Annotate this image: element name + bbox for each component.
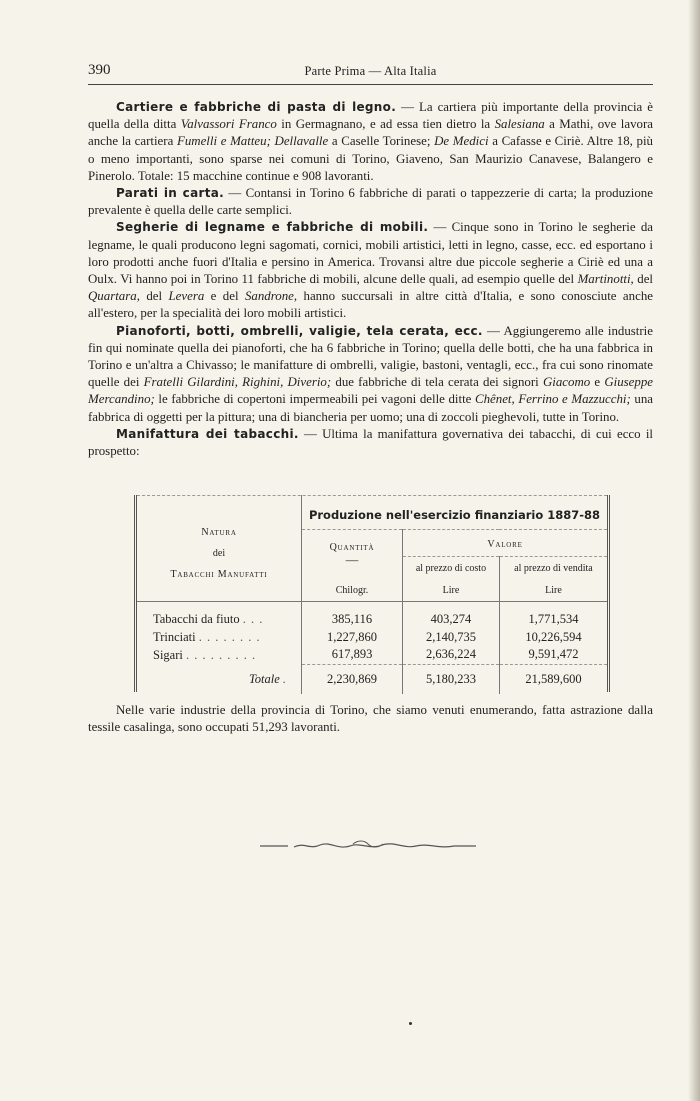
italic-name: Martinotti, <box>577 272 634 287</box>
paragraph-text: — Contansi in Torino 6 fabbriche di parati o tappezzerie di carta; la produzione prevalente è quella delle carte semplici. <box>88 186 653 218</box>
row-sale-value: 10,226,594 <box>525 629 582 644</box>
paragraph-text: e <box>590 375 605 390</box>
page-number: 390 <box>88 62 111 78</box>
nature-header: Natura <box>201 526 237 538</box>
table-row <box>137 646 607 664</box>
sale-header-text: al prezzo di vendita <box>514 562 593 574</box>
closing-paragraph <box>88 702 653 736</box>
print-speck <box>409 1022 412 1025</box>
cost-header <box>403 557 500 580</box>
paragraph <box>88 185 653 219</box>
section-title: Parati in carta. <box>116 186 224 201</box>
running-title: Parte Prima — Alta Italia <box>304 64 437 78</box>
row-leader: . . . . . . . . <box>198 629 261 644</box>
total-label: Totale <box>248 671 280 686</box>
closing-paragraph-text: Nelle varie industrie della provincia di Torino, che siamo venuti enumerando, fatta astrazione dalla tessile casalinga, sono occupati 51,293 lavoranti. <box>88 703 653 735</box>
italic-name: Valvassori Franco <box>180 117 277 132</box>
paragraph-text: una fabbrica di oggetti per la pittura; una di biancheria per uomo; una di zoccoli pieghevoli, tutte in Torino. <box>88 392 653 424</box>
total-leader: . <box>282 671 287 686</box>
quantity-dash: — <box>345 552 359 567</box>
section-title: Pianoforti, botti, ombrelli, valigie, tela cerata, ecc. <box>116 323 483 338</box>
unit-lire-sale: Lire <box>545 584 562 596</box>
page-header <box>88 62 653 85</box>
decorative-ornament <box>258 838 478 852</box>
row-label: Tabacchi da fiuto <box>153 611 240 626</box>
row-sale-value: 9,591,472 <box>528 647 579 662</box>
row-cost-value: 2,140,735 <box>403 628 500 646</box>
paragraph-text: due fabbriche di tela cerata dei signori <box>331 375 543 390</box>
paragraph-text: a Mathi, ove lavora anche la cartiera <box>88 117 653 149</box>
paragraph <box>88 323 653 426</box>
paragraph-text: e del <box>204 289 245 304</box>
unit-lire-cost: Lire <box>403 579 500 602</box>
paragraph-text: — La cartiera più importante della provincia è quella della ditta <box>88 100 653 132</box>
production-title-cell <box>302 495 608 530</box>
nature-header-cell <box>137 495 302 602</box>
total-qty: 2,230,869 <box>302 664 403 694</box>
section-title: Manifattura dei tabacchi. <box>116 426 299 441</box>
total-label-cell <box>137 664 302 694</box>
italic-name: Quartara, <box>88 289 140 304</box>
paragraph <box>88 219 653 322</box>
italic-name: Sandrone, <box>244 289 298 304</box>
sale-header <box>499 557 607 580</box>
paragraph <box>88 426 653 460</box>
italic-name: Giuseppe Mercandino; <box>88 375 654 407</box>
paragraph-text: a Caselle Torinese; <box>328 134 435 149</box>
row-quantity: 385,116 <box>302 602 403 629</box>
total-cost: 5,180,233 <box>403 664 500 694</box>
row-label-cell <box>137 628 302 646</box>
paragraph-text: — Aggiungeremo alle industrie fin qui nominate quella dei pianoforti, che ha 6 fabbriche in Torino; quella delle botti, che ha una fabbrica in Torino e un'altra a Chivasso; le manifatture di ombrelli, valigie, bastoni, ventagli, ecc., fra cui sono rinomate quelle dei <box>88 323 653 390</box>
italic-name: Giacomo <box>542 375 591 390</box>
nature-header-sub: Tabacchi Manufatti <box>170 568 268 580</box>
section-title: Segherie di legname e fabbriche di mobili. <box>116 220 429 235</box>
italic-name: Fratelli Gilardini, Righini, Diverio; <box>143 375 332 390</box>
tobacco-production-table <box>134 495 610 692</box>
production-title: Produzione nell'esercizio finanziario 1887-88 <box>308 508 601 522</box>
nature-header-dei: dei <box>212 547 226 559</box>
italic-name: Chênet, Ferrino e Mazzucchi; <box>475 392 631 407</box>
section-title: Cartiere e fabbriche di pasta di legno. <box>116 100 397 114</box>
row-quantity: 1,227,860 <box>302 628 403 646</box>
table-row <box>137 628 607 646</box>
paragraph-text: — Cinque sono in Torino le segherie da legname, le quali producono legni sagomati, cornici, mobili artistici, letti in legno, casse, ecc. ed esportano i loro prodotti anche fuori d'Italia e persino in America. Trovansi altre due piccole segherie a Ciriè ed una a Oulx. Vi hanno poi in Torino 11 fabbriche di mobili, alcune delle quali, ad esempio quelle del <box>88 220 653 287</box>
row-leader: . . . <box>242 611 264 626</box>
paragraph-text: del <box>633 272 653 287</box>
quantity-header-cell <box>302 530 403 580</box>
value-header: Valore <box>487 538 523 550</box>
paragraph-text: le fabbriche di copertoni impermeabili pei vagoni delle ditte <box>154 392 475 407</box>
italic-name: De Medici <box>434 134 489 149</box>
italic-name: Fumelli e Matteu; Dellavalle <box>176 134 329 149</box>
row-label-cell <box>137 646 302 664</box>
row-cost-value: 2,636,224 <box>403 646 500 664</box>
total-sale: 21,589,600 <box>499 664 607 694</box>
paragraph-text: del <box>139 289 169 304</box>
paragraph-text: — Ultima la manifattura governativa dei tabacchi, di cui ecco il prospetto: <box>88 426 653 459</box>
paragraph-text: hanno succursali in altre città d'Italia, e sono conosciute anche all'estero, per la specialità dei loro mobili artistici. <box>88 289 653 321</box>
italic-name: Salesiana <box>494 117 545 132</box>
row-label-cell <box>137 602 302 629</box>
body-text <box>88 99 653 460</box>
table-row <box>137 602 607 629</box>
row-cost-value: 403,274 <box>403 602 500 629</box>
value-header-cell <box>403 530 608 557</box>
paragraph <box>88 99 653 185</box>
paragraph-text: in Germagnano, e ad essa tien dietro la <box>276 117 495 132</box>
cost-header-text: al prezzo di costo <box>415 562 487 574</box>
row-label: Sigari <box>153 647 183 662</box>
row-sale-value: 1,771,534 <box>528 611 579 626</box>
paragraph-text: a Cafasse e Ciriè. Altre 18, più o meno importanti, sono sparse nei comuni di Torino, Giaveno, San Maurizio Canavese, Balangero e Pinerolo. Totale: 15 macchine continue e 908 lavoranti. <box>88 134 654 183</box>
quantity-header: Quantità <box>329 541 375 553</box>
page-edge-shadow <box>688 0 700 1101</box>
row-quantity: 617,893 <box>302 646 403 664</box>
row-leader: . . . . . . . . . <box>185 647 257 662</box>
italic-name: Levera <box>168 289 205 304</box>
unit-kg: Chilogr. <box>302 579 403 602</box>
row-label: Trinciati <box>153 629 196 644</box>
